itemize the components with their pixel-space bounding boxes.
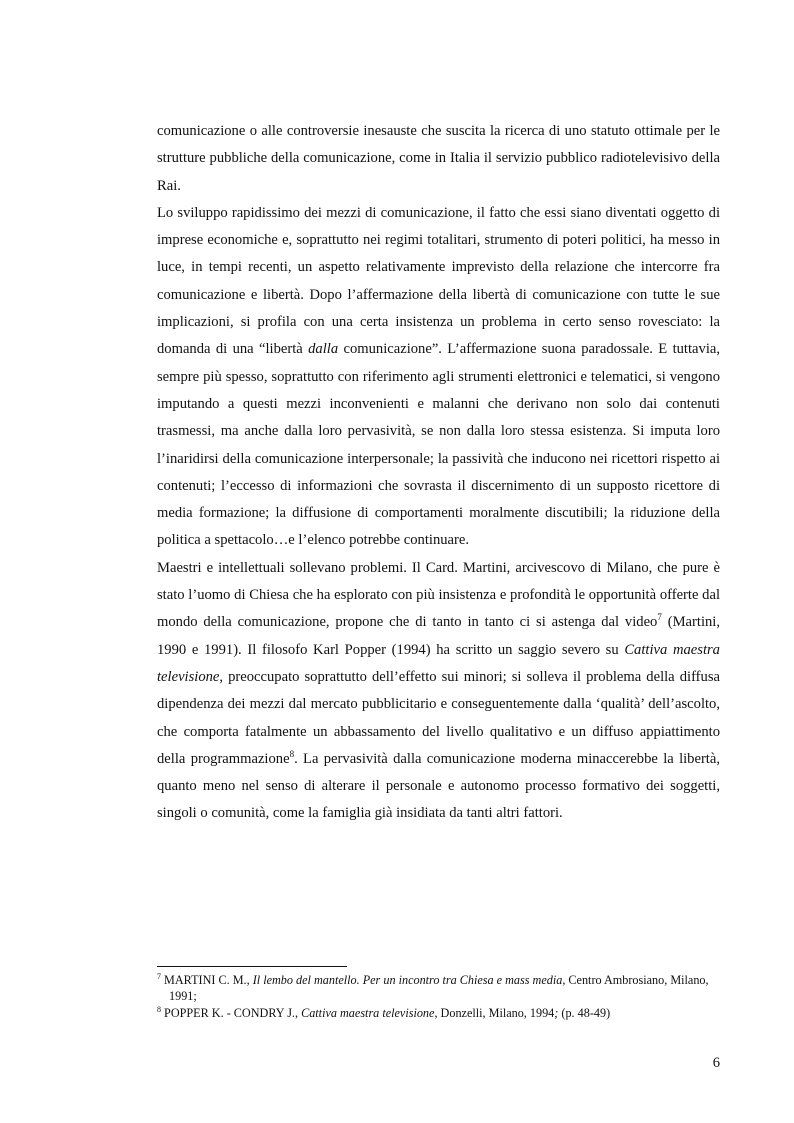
footnote-8-title: Cattiva maestra televisione, (301, 1006, 438, 1021)
footnote-7 (157, 973, 722, 1004)
footnote-7-separator: , (246, 973, 253, 987)
paragraph-3-text-b: (Martini, 1990 e 1991). Il filosofo Karl Popper (1994) ha scritto un saggio severo su (157, 614, 720, 658)
footnote-8-author: POPPER K. - CONDRY J. (161, 1006, 295, 1021)
footnote-8-publication: Donzelli, Milano, 1994 (437, 1006, 555, 1021)
paragraph-2-text-a: Lo sviluppo rapidissimo dei mezzi di comunicazione, il fatto che essi siano diventati oggetto di imprese economiche e, soprattutto nei regimi totalitari, strumento di poteri politici, ha messo in luce, in tempi recenti, un aspetto relativamente imprevisto della relazione che intercorre fra comunicazione e libertà. Dopo l’affermazione della libertà di comunicazione con tutte le sue implicazioni, si profila con una certa insistenza un problema in certo senso rovesciato: la domanda di una “libertà (157, 204, 720, 358)
footnote-ref-8[interactable]: 8 (289, 748, 295, 759)
paragraph-2 (157, 200, 720, 555)
footnote-divider (157, 966, 347, 967)
footnote-7-publication: Centro Ambrosiano, Milano, 1991; (169, 973, 709, 1003)
footnote-8 (157, 1006, 722, 1022)
footnote-8-semicolon: ; (554, 1006, 559, 1021)
body-text (157, 118, 720, 828)
footnote-8-separator: , (294, 1006, 302, 1021)
footnote-7-title: Il lembo del mantello. Per un incontro tra Chiesa e mass media, (252, 973, 566, 987)
footnote-8-number: 8 (157, 1005, 161, 1015)
paragraph-1-text: comunicazione o alle controversie inesauste che suscita la ricerca di uno statuto ottimale per le strutture pubbliche della comunicazione, come in Italia il servizio pubblico radiotelevisivo della Rai. (157, 123, 720, 194)
paragraph-1 (157, 118, 720, 200)
footnote-7-number: 7 (157, 972, 161, 981)
paragraph-3-text-d: . La pervasività dalla comunicazione moderna minaccerebbe la libertà, quanto meno nel senso di alterare il personale e autonomo processo formativo dei soggetti, singoli o comunità, come la famiglia già insidiata da tanti altri fattori. (157, 750, 720, 822)
paragraph-3-text-c: , preoccupato soprattutto dell’effetto sui minori; si solleva il problema della diffusa dipendenza dei mezzi dal mercato pubblicitario e conseguentemente dalla ‘qualità’ dell’ascolto, che comporta fatalmente un abbassamento del livello qualitativo e un diffuso appiattimento della programmazione (157, 668, 720, 767)
footnotes (157, 973, 722, 1024)
paragraph-3-book-title: Cattiva maestra televisione (157, 641, 720, 685)
footnote-8-pages: (p. 48-49) (558, 1006, 611, 1021)
paragraph-3-text-a: Maestri e intellettuali sollevano problemi. Il Card. Martini, arcivescovo di Milano, che pure è stato l’uomo di Chiesa che ha esplorato con più insistenza e profondità le opportunità offerte dal mondo della comunicazione, propone che di tanto in tanto ci si astenga dal video (157, 559, 720, 631)
paragraph-3 (157, 555, 720, 828)
page-number: 6 (712, 1055, 720, 1071)
footnote-7-author: MARTINI C. M. (161, 973, 247, 987)
paragraph-2-emphasis: dalla (308, 341, 339, 358)
paragraph-2-text-b: comunicazione”. L’affermazione suona paradossale. E tuttavia, sempre più spesso, soprattutto con riferimento agli strumenti elettronici e telematici, si vengono imputando a questi mezzi inconvenienti e malanni che derivano non solo dai contenuti trasmessi, ma anche dalla loro pervasività, se non dalla loro stessa esistenza. Si imputa loro l’inaridirsi della comunicazione interpersonale; la passività che inducono nei ricettori rispetto ai contenuti; l’eccesso di informazioni che sovrasta il discernimento di un supposto ricettore di media formazione; la diffusione di comportamenti moralmente discutibili; la riduzione della politica a spettacolo…e l’elenco potrebbe continuare. (157, 341, 720, 549)
footnote-ref-7[interactable]: 7 (657, 612, 662, 623)
